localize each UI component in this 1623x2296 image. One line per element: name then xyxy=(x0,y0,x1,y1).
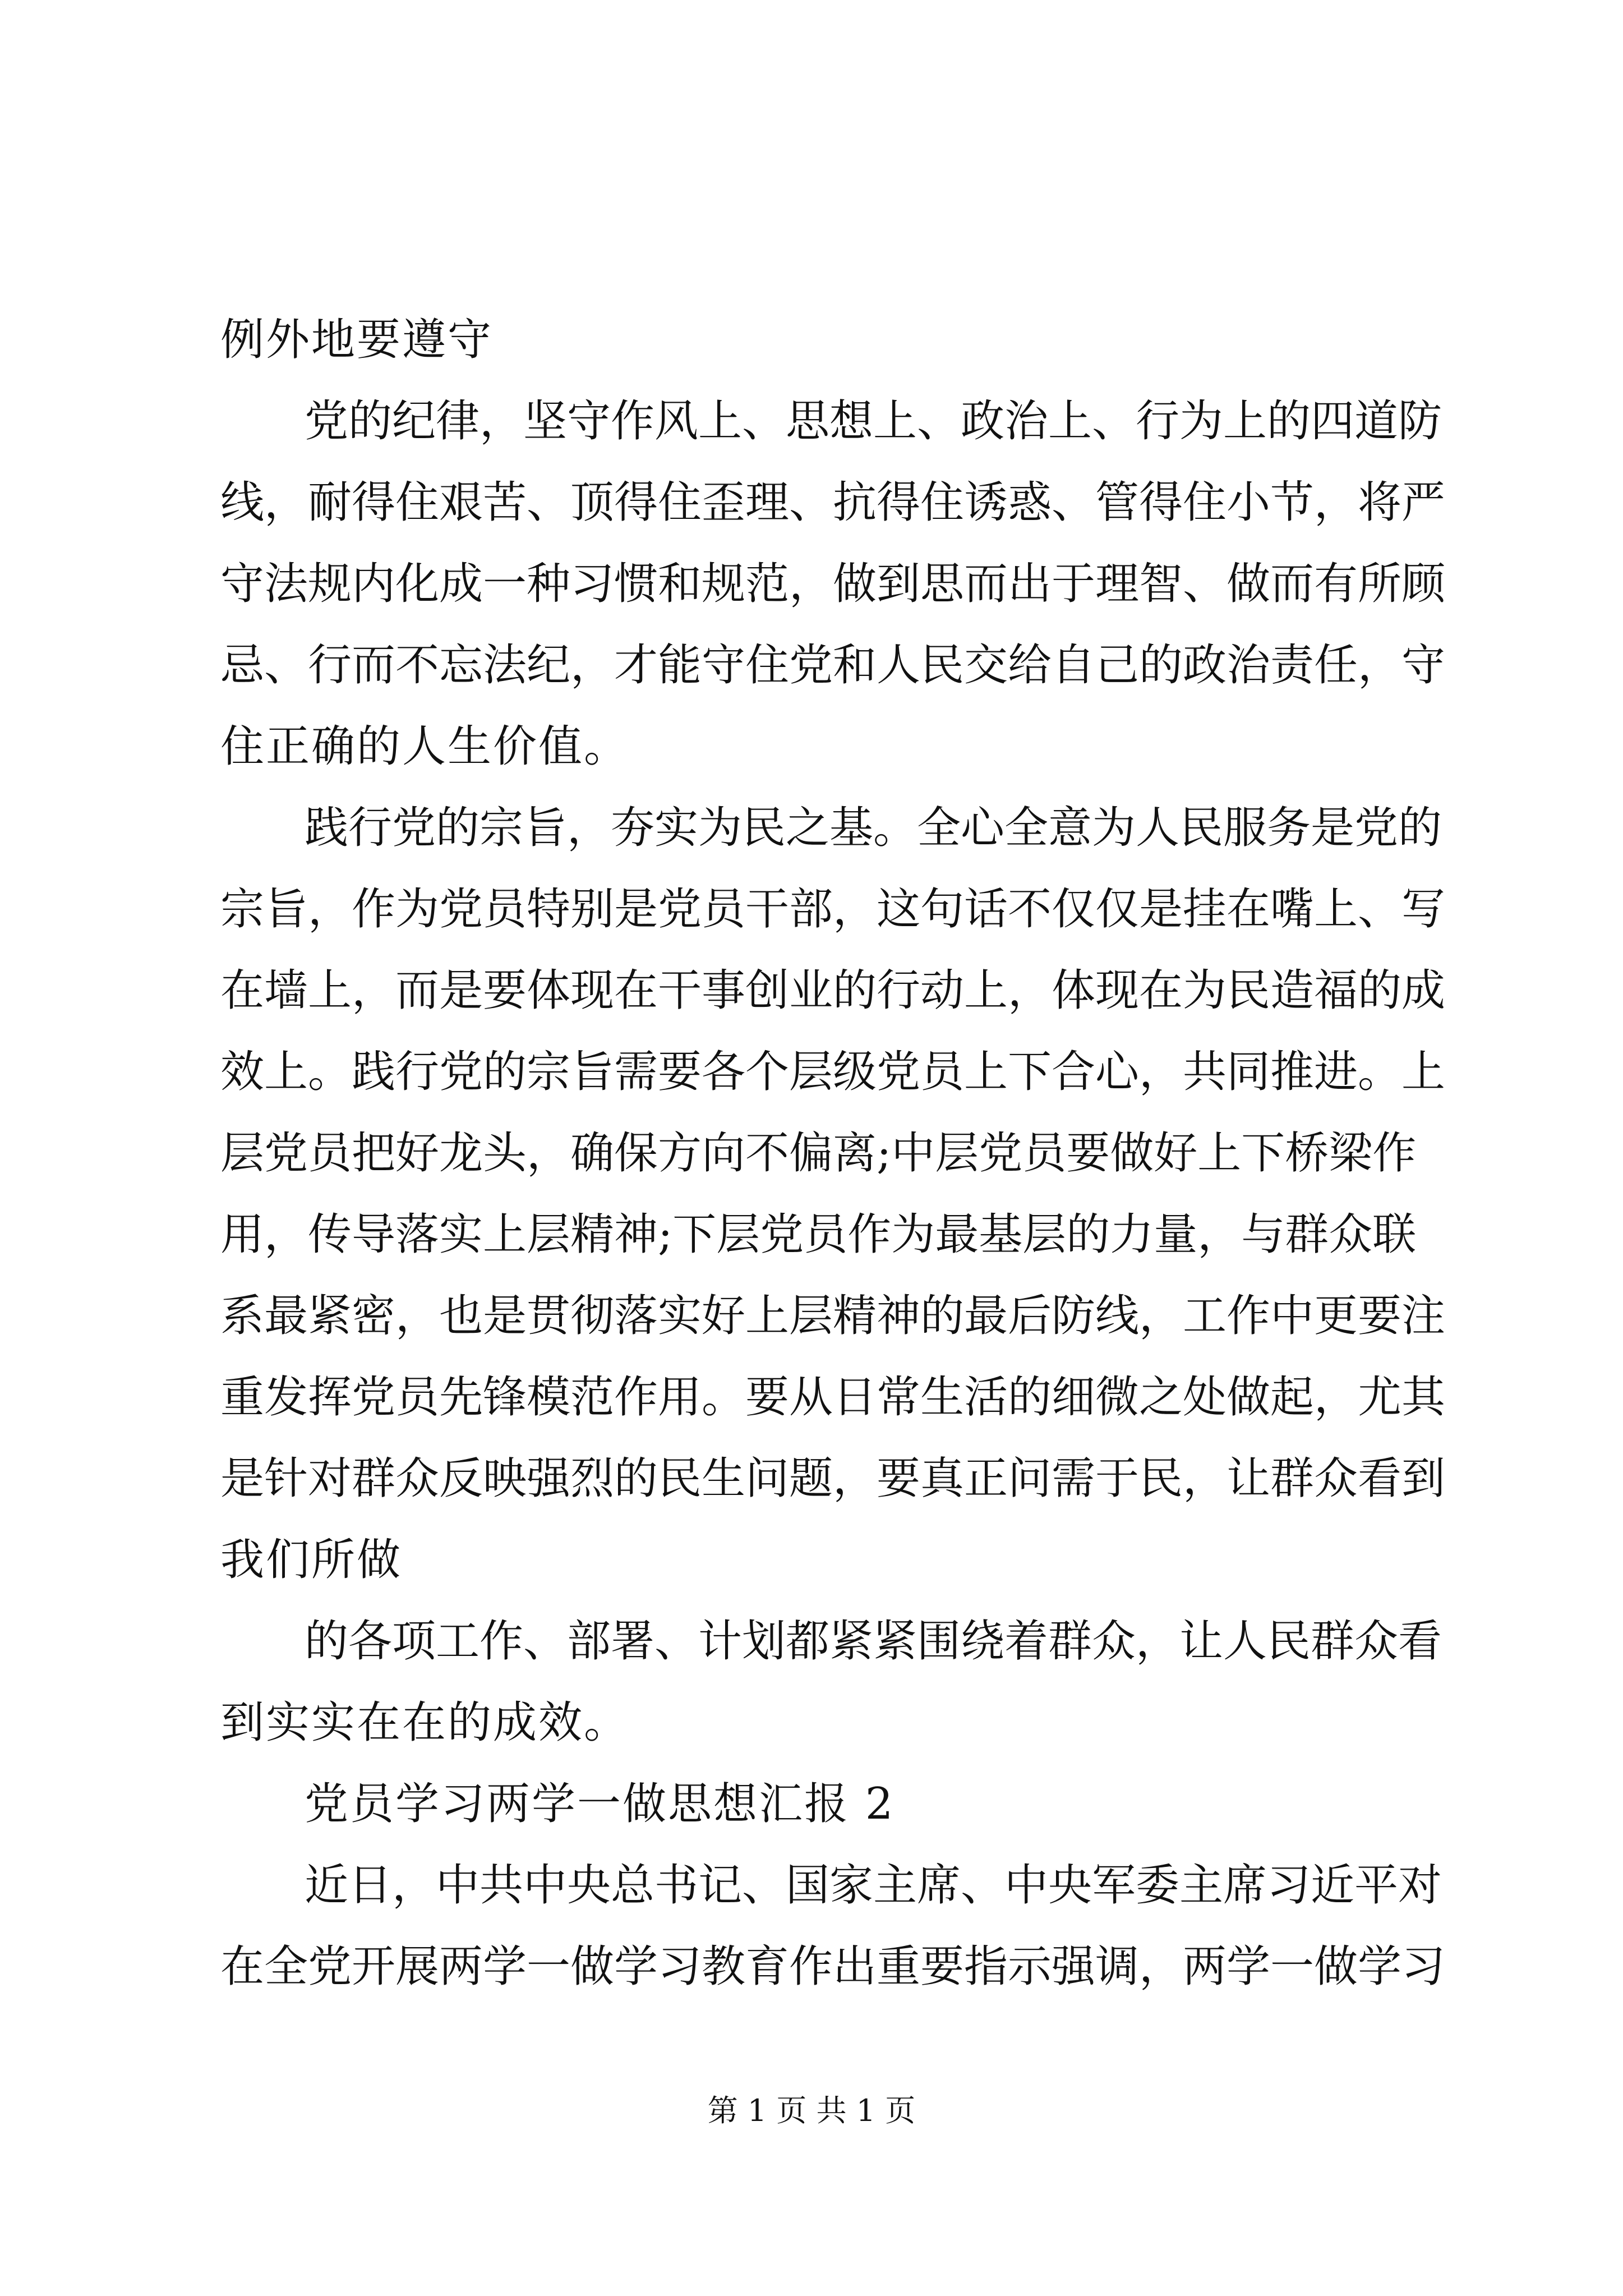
section-heading: 党员学习两学一做思想汇报 2 xyxy=(305,1779,895,1829)
text-line: 宗旨，作为党员特别是党员干部，这句话不仅仅是挂在嘴上、写 xyxy=(220,884,1446,935)
text-line: 线，耐得住艰苦、顶得住歪理、抗得住诱惑、管得住小节，将严 xyxy=(220,477,1446,528)
text-line: 我们所做 xyxy=(220,1535,403,1585)
text-line: 守法规内化成一种习惯和规范，做到思而出于理智、做而有所顾 xyxy=(220,559,1446,609)
text-line: 例外地要遵守 xyxy=(220,315,494,365)
text-line: 系最紧密，也是贯彻落实好上层精神的最后防线，工作中更要注 xyxy=(220,1291,1446,1341)
text-line: 重发挥党员先锋模范作用。要从日常生活的细微之处做起，尤其 xyxy=(220,1372,1446,1423)
text-line: 到实实在在的成效。 xyxy=(220,1697,630,1748)
text-line: 党的纪律，坚守作风上、思想上、政治上、行为上的四道防 xyxy=(305,396,1442,447)
text-line: 住正确的人生价值。 xyxy=(220,721,630,772)
text-line: 在墙上，而是要体现在干事创业的行动上，体现在为民造福的成 xyxy=(220,965,1446,1016)
page-footer: 第 1 页 共 1 页 xyxy=(707,2093,916,2128)
text-line: 效上。践行党的宗旨需要各个层级党员上下合心，共同推进。上 xyxy=(220,1047,1446,1097)
text-line: 用，传导落实上层精神;下层党员作为最基层的力量，与群众联 xyxy=(220,1209,1417,1260)
text-line: 是针对群众反映强烈的民生问题，要真正问需于民，让群众看到 xyxy=(220,1453,1446,1504)
text-line: 近日，中共中央总书记、国家主席、中央军委主席习近平对 xyxy=(305,1860,1442,1911)
text-line: 忌、行而不忘法纪，才能守住党和人民交给自己的政治责任，守 xyxy=(220,640,1446,691)
text-line: 层党员把好龙头，确保方向不偏离;中层党员要做好上下桥梁作 xyxy=(220,1128,1417,1179)
text-line: 在全党开展两学一做学习教育作出重要指示强调，两学一做学习 xyxy=(220,1941,1446,1992)
text-line: 的各项工作、部署、计划都紧紧围绕着群众，让人民群众看 xyxy=(305,1616,1442,1667)
text-line: 践行党的宗旨，夯实为民之基。全心全意为人民服务是党的 xyxy=(305,803,1442,853)
